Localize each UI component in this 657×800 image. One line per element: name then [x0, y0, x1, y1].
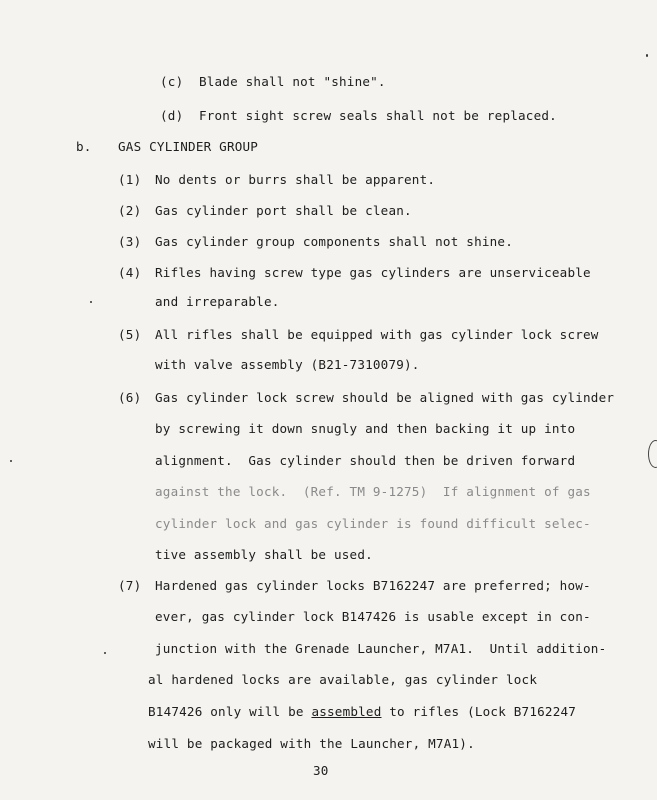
item-number: (6): [118, 390, 142, 405]
scan-speck: [104, 652, 106, 654]
list-text: Front sight screw seals shall not be replaced.: [198, 108, 557, 123]
item-text: alignment. Gas cylinder should then be driven forward: [155, 453, 576, 468]
item-text: B147426 only will be assembled to rifles (Lock B7162247: [148, 704, 577, 719]
item-text: Gas cylinder group components shall not shine.: [155, 234, 513, 249]
item-text: against the lock. (Ref. TM 9-1275) If alignment of gas: [155, 484, 591, 499]
item-text: All rifles shall be equipped with gas cylinder lock screw: [155, 327, 599, 342]
item-text: Gas cylinder lock screw should be aligned with gas cylinder: [155, 390, 615, 405]
list-number: (c): [160, 74, 184, 89]
section-number: b.: [76, 139, 92, 154]
item-text: will be packaged with the Launcher, M7A1).: [148, 736, 475, 751]
item-number: (2): [118, 203, 142, 218]
item-number: (1): [118, 172, 142, 187]
scan-speck: [90, 301, 92, 303]
item-number: (4): [118, 265, 142, 280]
list-item-c: [160, 74, 386, 90]
item-text: Hardened gas cylinder locks B7162247 are preferred; how-: [155, 578, 591, 593]
item-text: tive assembly shall be used.: [155, 547, 373, 562]
item-text: with valve assembly (B21-7310079).: [155, 357, 420, 372]
section-heading: GAS CYLINDER GROUP: [118, 139, 259, 154]
item-text: Rifles having screw type gas cylinders are unserviceable: [155, 265, 591, 280]
item-text: by screwing it down snugly and then backing it up into: [155, 421, 576, 436]
item-number: (5): [118, 327, 142, 342]
item-text: Gas cylinder port shall be clean.: [155, 203, 412, 218]
item-text: al hardened locks are available, gas cylinder lock: [148, 672, 538, 687]
scan-edge-mark: [648, 440, 657, 468]
item-text: ever, gas cylinder lock B147426 is usable except in con-: [155, 609, 591, 624]
list-text: Blade shall not "shine".: [198, 74, 386, 89]
item-text: cylinder lock and gas cylinder is found difficult selec-: [155, 516, 591, 531]
item-number: (7): [118, 578, 142, 593]
item-text: junction with the Grenade Launcher, M7A1. Until addition-: [155, 641, 607, 656]
list-number: (d): [160, 108, 184, 123]
underlined-word: assembled: [311, 704, 382, 719]
scan-speck: [10, 460, 12, 462]
item-text: and irreparable.: [155, 294, 280, 309]
page-number: 30: [313, 763, 329, 778]
item-text: No dents or burrs shall be apparent.: [155, 172, 436, 187]
item-number: (3): [118, 234, 142, 249]
list-item-d: [160, 108, 557, 124]
scan-speck: [646, 54, 648, 57]
